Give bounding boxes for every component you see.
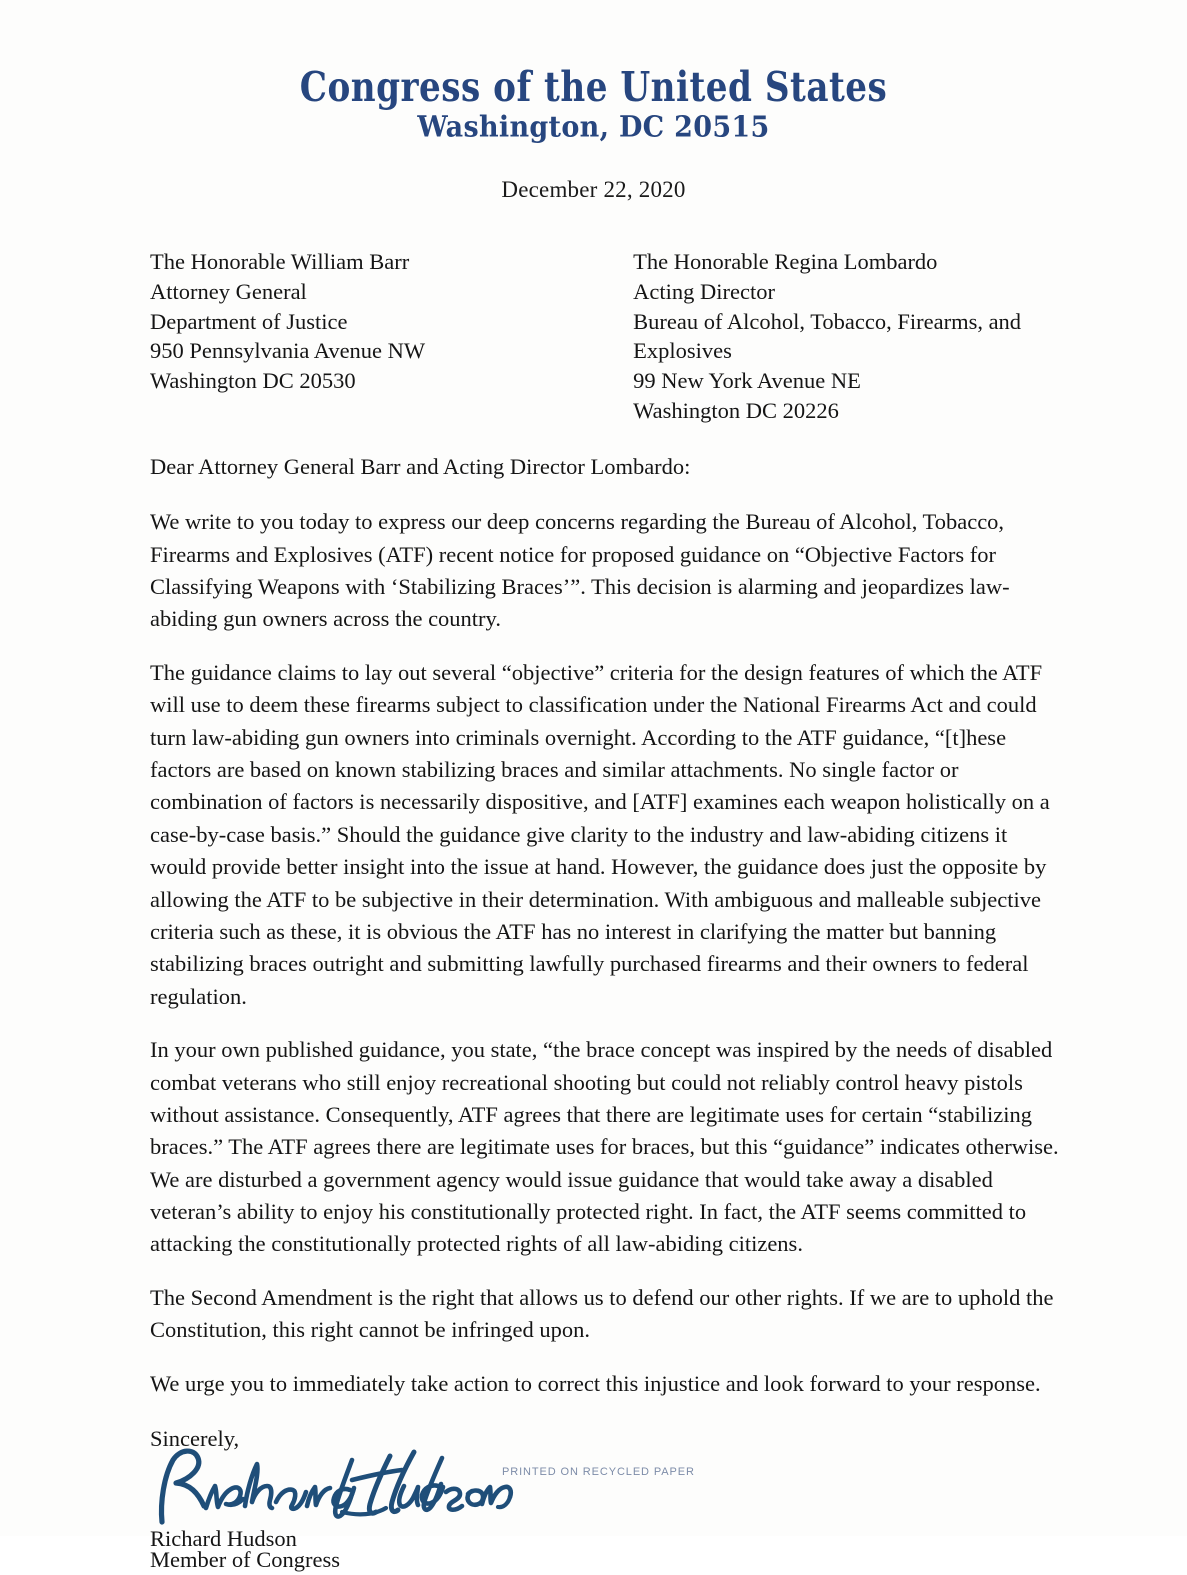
body-paragraph: We urge you to immediately take action to correct this injustice and look forward to your response. [150, 1370, 1041, 1396]
letterhead [0, 0, 1187, 143]
recipient-street: 950 Pennsylvania Avenue NW [150, 338, 426, 364]
letterhead-subtitle-text: Washington, DC 20515 [417, 110, 770, 145]
recipient-address-blocks [0, 247, 1187, 427]
body-paragraph: The guidance claims to lay out several “objective” criteria for the design features of which the ATF will use to deem these firearms subject to classification under the National Firearms Act and could turn law-abiding gun owners into criminals overnight. According to the ATF guidance, “[t]hese factors are based on known stabilizing braces and similar attachments. No single factor or combination of factors is necessarily dispositive, and [ATF] examines each weapon holistically on a case-by-case basis.” Should the guidance give clarity to the industry and law-abiding citizens it would provide better insight into the issue at hand. However, the guidance does just the opposite by allowing the ATF to be subjective in their determination. With ambiguous and malleable subjective criteria such as these, it is obvious the ATF has no interest in clarifying the matter but banning stabilizing braces outright and submitting lawfully purchased firearms and their owners to federal regulation. [150, 659, 1050, 1009]
recipient-title: Acting Director [633, 278, 775, 304]
signature-block [0, 1426, 1187, 1575]
signer-name: Richard Hudson [150, 1526, 297, 1552]
recipient-city: Washington DC 20226 [633, 398, 839, 424]
recipient-title: Attorney General [150, 278, 307, 304]
recycled-paper-footer: PRINTED ON RECYCLED PAPER [502, 1466, 695, 1478]
recipient-org-continued: Explosives [633, 338, 732, 364]
recipient-name: The Honorable William Barr [150, 248, 410, 274]
signature-image [146, 1446, 516, 1532]
recipient-city: Washington DC 20530 [150, 368, 356, 394]
body-paragraph: The Second Amendment is the right that allows us to defend our other rights. If we are to uphold the Constitution, this right cannot be infringed upon. [150, 1284, 1054, 1343]
letterhead-subtitle [0, 112, 1187, 144]
recipient-org: Bureau of Alcohol, Tobacco, Firearms, and [633, 308, 1022, 334]
letterhead-title-text: Congress of the United States [299, 62, 888, 111]
body-paragraph: In your own published guidance, you state, “the brace concept was inspired by the needs of disabled combat veterans who still enjoy recreational shooting but could not reliably control heavy pistols without assistance. Consequently, ATF agrees that there are legitimate uses for certain “stabilizing braces.” The ATF agrees there are legitimate uses for braces, but this “guidance” indicates otherwise. We are disturbed a government agency would issue guidance that would take away a disabled veteran’s ability to enjoy his constitutionally protected right. In fact, the ATF seems committed to attacking the constitutionally protected rights of all law-abiding citizens. [150, 1037, 1059, 1257]
letter-body [0, 454, 1187, 1400]
body-paragraph: We write to you today to express our deep concerns regarding the Bureau of Alcohol, Tobacco, Firearms and Explosives (ATF) recent notice for proposed guidance on “Objective Factors for Classifying Weapons with ‘Stabilizing Braces’”. This decision is alarming and jeopardizes law-abiding gun owners across the country. [150, 509, 1010, 632]
letter-date: December 22, 2020 [501, 176, 686, 202]
recipient-org: Department of Justice [150, 308, 348, 334]
recipient-address-left [150, 247, 633, 427]
closing-line: Sincerely, [150, 1426, 240, 1452]
recipient-name: The Honorable Regina Lombardo [633, 248, 938, 274]
letterhead-title [0, 62, 1187, 111]
salutation: Dear Attorney General Barr and Acting Director Lombardo: [150, 454, 691, 480]
recipient-street: 99 New York Avenue NE [633, 368, 861, 394]
recipient-address-right [633, 247, 1067, 427]
signer-title: Member of Congress [150, 1547, 340, 1573]
